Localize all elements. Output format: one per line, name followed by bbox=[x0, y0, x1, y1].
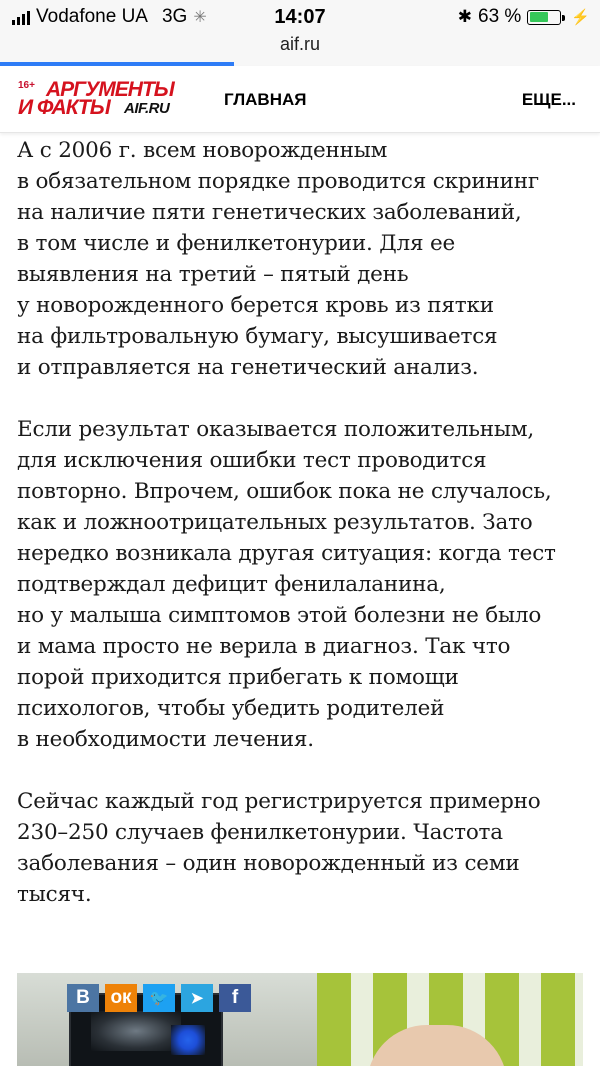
article-line: выявления на третий – пятый день bbox=[17, 262, 409, 287]
battery-fill bbox=[530, 12, 548, 22]
network-type: 3G bbox=[161, 6, 188, 27]
site-logo[interactable] bbox=[14, 78, 184, 122]
logo-line-1: АРГУМЕНТЫ bbox=[46, 78, 174, 101]
article-line: заболевания – один новорожденный из семи bbox=[17, 851, 520, 876]
address-bar-url[interactable]: aif.ru bbox=[279, 34, 321, 54]
telegram-share-button[interactable] bbox=[181, 984, 213, 1012]
telegram-icon: ➤ bbox=[190, 990, 204, 1007]
article-paragraph bbox=[17, 414, 592, 755]
article-line: как и ложноотрицательных результатов. Зато bbox=[17, 510, 533, 535]
article-paragraph bbox=[17, 786, 592, 910]
article-line: у новорожденного берется кровь из пятки bbox=[17, 293, 494, 318]
charging-icon: ⚡ bbox=[571, 9, 590, 26]
facebook-icon: f bbox=[231, 987, 239, 1008]
carrier-name: Vodafone UA bbox=[36, 6, 148, 27]
article-line: 230–250 случаев фенилкетонурии. Частота bbox=[17, 820, 503, 845]
article-line: на наличие пяти генетических заболеваний, bbox=[17, 200, 522, 225]
age-rating: 16+ bbox=[18, 80, 35, 91]
vk-icon: В bbox=[76, 987, 90, 1008]
article-line: в необходимости лечения. bbox=[17, 727, 314, 752]
logo-line-3: AIF.RU bbox=[124, 100, 170, 117]
article-line: порой приходится прибегать к помощи bbox=[17, 665, 459, 690]
ok-share-button[interactable] bbox=[105, 984, 137, 1012]
status-bar bbox=[0, 0, 600, 66]
article-line: для исключения ошибки тест проводится bbox=[17, 448, 487, 473]
odnoklassniki-icon: ок bbox=[110, 987, 132, 1008]
article-line: нередко возникала другая ситуация: когда тест bbox=[17, 541, 556, 566]
article-line: но у малыша симптомов этой болезни не было bbox=[17, 603, 542, 628]
share-bar bbox=[67, 984, 251, 1012]
article-line: повторно. Впрочем, ошибок пока не случалось, bbox=[17, 479, 552, 504]
article-line: на фильтровальную бумагу, высушивается bbox=[17, 324, 498, 349]
article-body bbox=[0, 132, 600, 1066]
twitter-icon: 🐦 bbox=[149, 990, 169, 1007]
twitter-share-button[interactable] bbox=[143, 984, 175, 1012]
vk-share-button[interactable] bbox=[67, 984, 99, 1012]
clock: 14:07 bbox=[274, 6, 326, 28]
article-line: в обязательном порядке проводится скрининг bbox=[17, 169, 539, 194]
article-line: А с 2006 г. всем новорожденным bbox=[17, 138, 388, 163]
site-header bbox=[0, 66, 600, 133]
battery-percent: 63 % bbox=[478, 6, 522, 27]
article-line: подтверждал дефицит фенилаланина, bbox=[17, 572, 446, 597]
battery-icon bbox=[527, 10, 561, 25]
article-line: тысяч. bbox=[17, 882, 92, 907]
bluetooth-icon: ✱ bbox=[457, 7, 472, 26]
facebook-share-button[interactable] bbox=[219, 984, 251, 1012]
article-text bbox=[17, 132, 592, 941]
loading-icon: ✳ bbox=[193, 9, 207, 26]
article-line: в том числе и фенилкетонурии. Для ее bbox=[17, 231, 456, 256]
article-line: и мама просто не верила в диагноз. Так что bbox=[17, 634, 511, 659]
article-line: и отправляется на генетический анализ. bbox=[17, 355, 479, 380]
logo-line-2: И ФАКТЫ bbox=[18, 96, 110, 119]
article-paragraph bbox=[17, 132, 592, 383]
article-line: психологов, чтобы убедить родителей bbox=[17, 696, 445, 721]
nav-main-link[interactable]: ГЛАВНАЯ bbox=[224, 90, 307, 109]
article-line: Если результат оказывается положительным, bbox=[17, 417, 535, 442]
nav-more-button[interactable]: ЕЩЕ... bbox=[521, 90, 576, 109]
article-line: Сейчас каждый год регистрируется примерно bbox=[17, 789, 541, 814]
